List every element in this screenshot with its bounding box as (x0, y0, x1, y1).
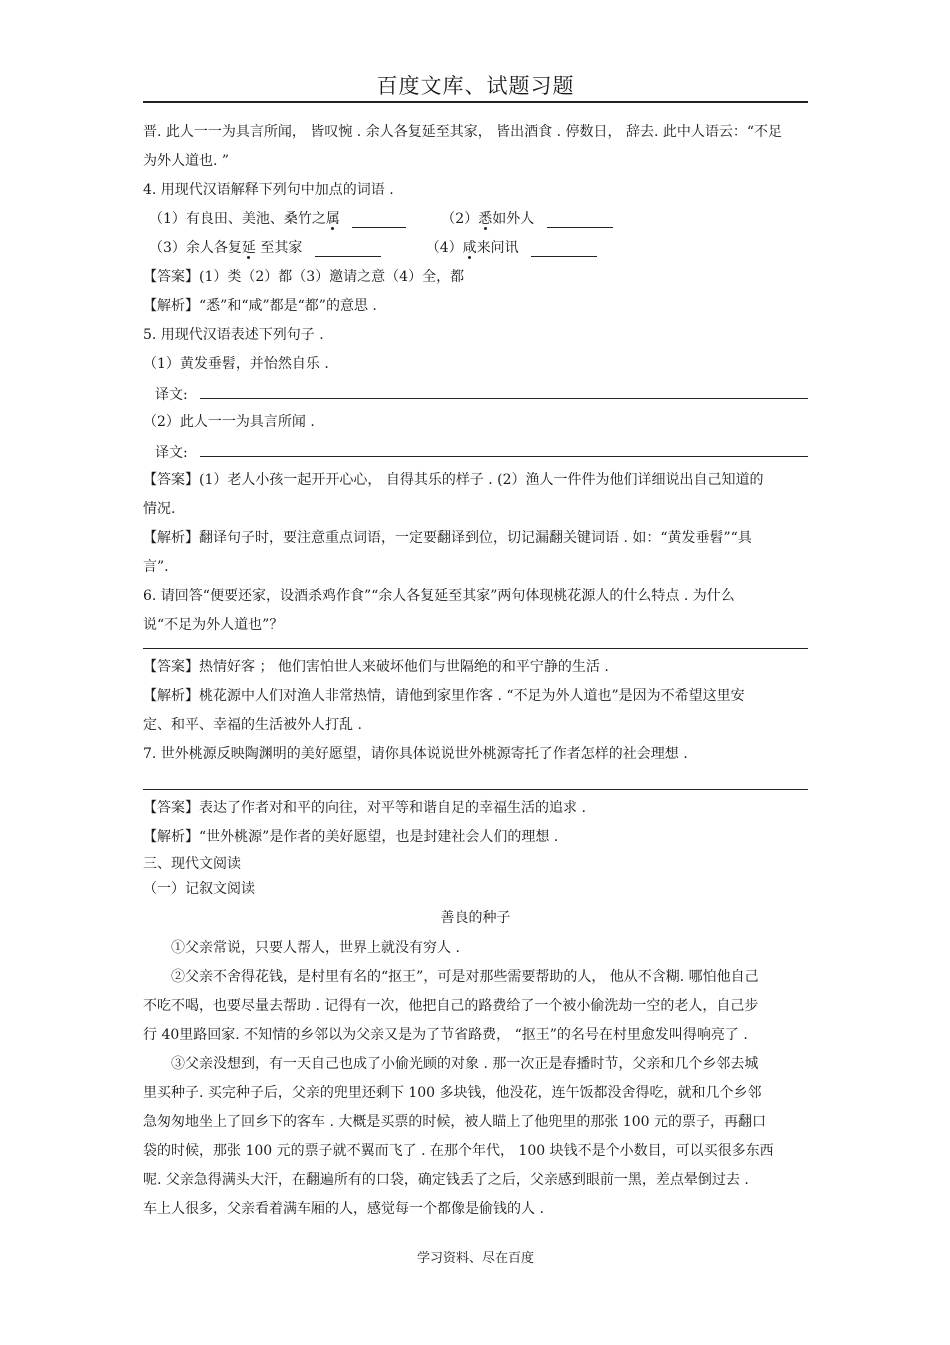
q5-answer-line-2: 情况. (143, 501, 176, 517)
q4-item-2-blank[interactable] (547, 211, 613, 228)
q5-translation-2 (143, 437, 808, 466)
q5-sentence-2: （2）此人一一为具言所闻 . (143, 414, 315, 430)
header-divider (143, 101, 808, 103)
q7-line-1: 7. 世外桃源反映陶渊明的美好愿望，请你具体说说世外桃源寄托了作者怎样的社会理想 . (143, 746, 688, 762)
q4-item-2-dotted-word: 悉 (478, 211, 493, 227)
q4-item-4-num: （4） (425, 240, 463, 256)
q5-title: 5. 用现代汉语表述下列句子 . (143, 327, 324, 343)
q4-item-1-text: （1）有良田、美池、桑竹之 (149, 211, 326, 227)
story-paragraph-2-line-2: 不吃不喝，也要尽量去帮助 . 记得有一次，他把自己的路费给了一个被小偷洗劫一空的老人，自己步 (143, 998, 759, 1014)
q4-item-1-blank[interactable] (352, 211, 406, 228)
q4-item-1-dotted-word: 属 (325, 211, 340, 227)
q4-items-row-2 (143, 234, 808, 263)
q5-translation-2-blank[interactable] (200, 456, 808, 457)
q4-item-3-post: 至其家 (255, 240, 303, 256)
story-paragraph-3-line-3: 急匆匆地坐上了回乡下的客车 . 大概是买票的时候，被人瞄上了他兜里的那张 100 元的票子，再翻口 (143, 1114, 766, 1130)
q4-item-4-dotted-word: 咸 (462, 240, 477, 256)
q4-item-3-text: （3）余人各复 (149, 240, 242, 256)
section-3-heading: 三、现代文阅读 (143, 856, 241, 872)
q4-item-2-text: 如外人 (492, 211, 535, 227)
page-footer: 学习资料、尽在百度 (416, 1251, 534, 1266)
story-paragraph-3-line-2: 里买种子. 买完种子后，父亲的兜里还剩下 100 多块钱，他没花，连午饭都没舍得吃，就和几个乡邻 (143, 1085, 762, 1101)
q4-answer: 【答案】(1）类（2）都（3）邀请之意（4）全，都 (143, 269, 465, 285)
q4-item-3-blank[interactable] (315, 240, 381, 257)
page-header-title: 百度文库、试题习题 (376, 74, 575, 98)
q5-translation-2-label: 译文: (155, 444, 188, 461)
q4-items-row-1 (143, 205, 808, 234)
story-paragraph-1: ①父亲常说，只要人帮人，世界上就没有穷人 . (171, 940, 460, 956)
q4-item-2-num: （2） (441, 211, 479, 227)
story-paragraph-3-line-5: 呢. 父亲急得满头大汗，在翻遍所有的口袋，确定钱丢了之后，父亲感到眼前一黑，差点晕倒过去 . (143, 1172, 749, 1188)
q5-analysis-line-2: 言”. (143, 559, 169, 575)
q4-item-4-text: 来问讯 (476, 240, 519, 256)
q5-analysis-line-1: 【解析】翻译句子时，要注意重点词语，一定要翻译到位，切记漏翻关键词语 . 如：“黄发垂髫”“具 (143, 530, 752, 546)
q6-answer-blank[interactable] (143, 648, 808, 649)
q5-translation-1-label: 译文: (155, 386, 188, 403)
story-title: 善良的种子 (440, 910, 511, 926)
q4-analysis: 【解析】“悉”和“咸”都是“都”的意思 . (143, 298, 377, 314)
q5-translation-1-blank[interactable] (200, 398, 808, 399)
story-paragraph-3-line-1: ③父亲没想到，有一天自己也成了小偷光顾的对象 . 那一次正是春播时节，父亲和几个乡邻去城 (171, 1056, 759, 1072)
q6-analysis-line-2: 定、和平、幸福的生活被外人打乱 . (143, 717, 362, 733)
q6-analysis-line-1: 【解析】桃花源中人们对渔人非常热情，请他到家里作客 . “不足为外人道也”是因为不希望这里安 (143, 688, 745, 704)
q7-answer: 【答案】表达了作者对和平的向往，对平等和谐自足的幸福生活的追求 . (143, 800, 586, 816)
q7-analysis: 【解析】“世外桃源”是作者的美好愿望，也是封建社会人们的理想 . (143, 829, 559, 845)
q5-translation-1 (143, 379, 808, 408)
section-3-subheading: （一）记叙文阅读 (143, 881, 255, 897)
document-body (143, 118, 808, 1224)
story-paragraph-3-line-6: 车上人很多，父亲看着满车厢的人，感觉每一个都像是偷钱的人 . (143, 1201, 544, 1217)
q6-line-2: 说“不足为外人道也”？ (143, 617, 284, 633)
story-paragraph-2-line-3: 行 40里路回家. 不知情的乡邻以为父亲又是为了节省路费， “抠王”的名号在村里愈发叫得响亮了 . (143, 1027, 748, 1043)
q6-line-1: 6. 请回答“便要还家，设酒杀鸡作食”“余人各复延至其家”两句体现桃花源人的什么特点 . 为什么 (143, 588, 735, 604)
intro-line-2: 为外人道也. ” (143, 153, 230, 169)
q5-answer-line-1: 【答案】(1）老人小孩一起开开心心， 自得其乐的样子 . (2）渔人一件件为他们详细说出自己知道的 (143, 472, 764, 488)
q4-item-4-blank[interactable] (531, 240, 597, 257)
q6-answer: 【答案】热情好客 ； 他们害怕世人来破坏他们与世隔绝的和平宁静的生活 . (143, 659, 609, 675)
q7-answer-blank[interactable] (143, 789, 808, 790)
q5-sentence-1: （1）黄发垂髫，并怡然自乐 . (143, 356, 329, 372)
story-paragraph-3-line-4: 袋的时候，那张 100 元的票子就不翼而飞了 . 在那个年代， 100 块钱不是个小数目，可以买很多东西 (143, 1143, 774, 1159)
story-paragraph-2-line-1: ②父亲不舍得花钱，是村里有名的“抠王”，可是对那些需要帮助的人， 他从不含糊. 哪怕他自己 (171, 969, 759, 985)
q4-title: 4. 用现代汉语解释下列句中加点的词语 . (143, 182, 394, 198)
q4-item-3-dotted-word: 延 (241, 240, 256, 256)
intro-line-1: 晋. 此人一一为具言所闻， 皆叹惋 . 余人各复延至其家， 皆出酒食 . 停数日， 辞去. 此中人语云：“不足 (143, 124, 783, 140)
